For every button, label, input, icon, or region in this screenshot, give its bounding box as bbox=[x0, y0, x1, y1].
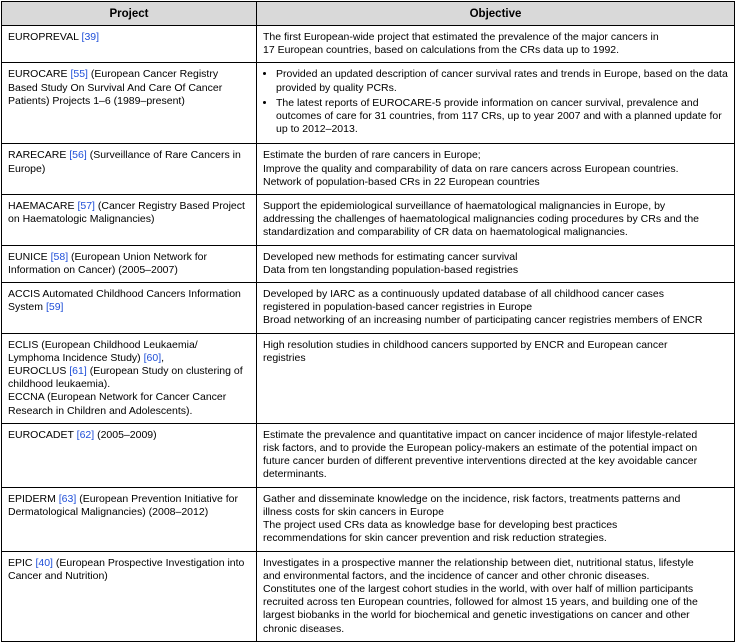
objective-line: Broad networking of an increasing number of participating cancer registries members of ENCR bbox=[263, 314, 703, 327]
cell-objective bbox=[257, 551, 735, 641]
column-header-objective: Objective bbox=[257, 2, 735, 26]
objective-bullet: • The latest reports of EUROCARE-5 provide information on cancer survival, prevalence and outcomes of care for 31 countries, from 117 CRs, up to year 2007 and with a planned update for up to 2012–2013. bbox=[276, 97, 728, 137]
cell-project bbox=[2, 63, 257, 144]
table-row bbox=[2, 63, 735, 144]
project-name: EUROPREVAL bbox=[8, 31, 82, 43]
project-extra-pre: ECCNA (European Network for Cancer Cancer Research in Children and Adolescents). bbox=[8, 391, 227, 417]
cell-project bbox=[2, 245, 257, 282]
table-row bbox=[2, 144, 735, 195]
objective-line: determinants. bbox=[263, 468, 327, 481]
objective-bullet: • Provided an updated description of cancer survival rates and trends in Europe, based on the data provided by quality PCRs. bbox=[276, 68, 728, 94]
project-name: EUNICE bbox=[8, 250, 51, 263]
cell-objective bbox=[257, 144, 735, 195]
project-name-suffix: (Surveillance of Rare Cancers in Europe) bbox=[8, 149, 241, 175]
project-name: ECLIS (European Childhood Leukaemia/ Lymphoma Incidence Study) bbox=[8, 338, 198, 364]
project-name-suffix: (European Prospective Investigation into Cancer and Nutrition) bbox=[8, 556, 245, 582]
reference-link[interactable]: [63] bbox=[58, 492, 77, 505]
table-header-row bbox=[2, 2, 735, 26]
objective-line: and environmental factors, and the incidence of cancer and other chronic diseases. bbox=[263, 569, 650, 582]
reference-link[interactable]: [40] bbox=[35, 556, 53, 569]
projects-table bbox=[1, 1, 735, 642]
objective-line: Developed by IARC as a continuously updated database of all childhood cancer cases bbox=[263, 288, 665, 301]
reference-link[interactable]: [61] bbox=[69, 365, 87, 378]
objective-line: chronic diseases. bbox=[263, 622, 345, 635]
cell-objective bbox=[257, 195, 735, 246]
cell-project bbox=[2, 26, 257, 63]
project-extra-post: (European Study on clustering of childhood leukaemia). bbox=[8, 365, 243, 391]
cell-project bbox=[2, 144, 257, 195]
reference-link[interactable]: [58] bbox=[50, 250, 69, 263]
objective-line: Developed new methods for estimating cancer survival bbox=[263, 250, 518, 263]
objective-line: registered in population-based cancer registries in Europe bbox=[263, 301, 533, 314]
objective-line: recommendations for skin cancer prevention and risk reduction strategies. bbox=[263, 532, 607, 545]
project-name: EUROCARE bbox=[8, 68, 71, 81]
cell-project bbox=[2, 195, 257, 246]
objective-line: Gather and disseminate knowledge on the incidence, risk factors, treatments patterns and bbox=[263, 492, 681, 505]
project-name: EUROCADET bbox=[8, 428, 77, 441]
project-name-suffix: (European Cancer Registry Based Study On Survival And Care Of Cancer Patients) Projects 1–6 (1989–present) bbox=[8, 68, 223, 107]
objective-line: Estimate the prevalence and quantitative impact on cancer incidence of major lifestyle-related bbox=[263, 428, 698, 441]
cell-project bbox=[2, 423, 257, 487]
reference-link[interactable]: [62] bbox=[76, 428, 95, 441]
cell-project bbox=[2, 487, 257, 551]
objective-line: The project used CRs data as knowledge base for developing best practices bbox=[263, 519, 618, 532]
project-name-suffix: (2005–2009) bbox=[94, 428, 157, 441]
project-name-suffix: (Cancer Registry Based Project on Haematologic Malignancies) bbox=[8, 200, 245, 226]
table-row bbox=[2, 195, 735, 246]
objective-line: Improve the quality and comparability of data on rare cancers across European countries. bbox=[263, 162, 679, 175]
objective-line: Investigates in a prospective manner the relationship between diet, nutritional status, lifestyle bbox=[263, 556, 694, 569]
cell-project bbox=[2, 551, 257, 641]
reference-link[interactable]: [57] bbox=[77, 200, 95, 213]
project-name-extra bbox=[8, 391, 250, 417]
project-name-suffix: (European Prevention Initiative for Dermatological Malignancies) (2008–2012) bbox=[8, 492, 238, 518]
reference-link[interactable]: [59] bbox=[45, 301, 64, 314]
project-name: EPIC bbox=[8, 556, 36, 569]
table-row bbox=[2, 423, 735, 487]
objective-line: Data from ten longstanding population-based registries bbox=[263, 263, 519, 276]
objective-line: registries bbox=[263, 351, 306, 364]
table-row bbox=[2, 26, 735, 63]
objective-line: 17 European countries, based on calculations from the CRs data up to 1992. bbox=[263, 44, 620, 57]
reference-link[interactable]: [56] bbox=[69, 149, 87, 162]
table-row bbox=[2, 551, 735, 641]
reference-link[interactable]: [55] bbox=[70, 68, 88, 81]
project-name: RARECARE bbox=[8, 149, 70, 162]
table-header bbox=[2, 2, 735, 26]
objective-line: addressing the challenges of haematological malignancies coding procedures by CRs and the bbox=[263, 213, 700, 226]
column-header-project: Project bbox=[2, 2, 257, 26]
project-name-extra bbox=[8, 365, 250, 391]
project-name: EPIDERM bbox=[8, 492, 59, 505]
objective-line: Constitutes one of the largest cohort studies in the world, with over half of million participants bbox=[263, 582, 694, 595]
cell-project bbox=[2, 283, 257, 334]
reference-link[interactable]: [39] bbox=[81, 31, 100, 43]
cell-objective bbox=[257, 487, 735, 551]
table-row bbox=[2, 487, 735, 551]
objective-line: High resolution studies in childhood cancers supported by ENCR and European cancer bbox=[263, 338, 668, 351]
objective-line: Estimate the burden of rare cancers in Europe; bbox=[263, 149, 481, 162]
cell-objective bbox=[257, 283, 735, 334]
cell-objective bbox=[257, 423, 735, 487]
objective-line: largest biobanks in the world for biochemical and genetic investigations on cancer and other bbox=[263, 609, 690, 622]
objective-bullet-list bbox=[263, 68, 728, 136]
cell-objective bbox=[257, 333, 735, 423]
project-extra-pre: EUROCLUS bbox=[8, 365, 70, 378]
project-name: HAEMACARE bbox=[8, 200, 78, 213]
objective-line: recruited across ten European countries, followed for almost 15 years, and building one of the bbox=[263, 596, 698, 609]
project-name: ACCIS Automated Childhood Cancers Information System bbox=[8, 288, 241, 314]
objective-line: risk factors, and to provide the European policy-makers an estimate of the potential impact on bbox=[263, 442, 698, 455]
cell-objective bbox=[257, 63, 735, 144]
table-row bbox=[2, 333, 735, 423]
project-name-suffix: (European Union Network for Information on Cancer) (2005–2007) bbox=[8, 250, 208, 276]
objective-line: illness costs for skin cancers in Europe bbox=[263, 505, 444, 518]
cell-objective bbox=[257, 26, 735, 63]
objective-line: Network of population-based CRs in 22 European countries bbox=[263, 175, 540, 188]
objective-line: Support the epidemiological surveillance of haematological malignancies in Europe, by bbox=[263, 200, 666, 213]
project-name-suffix: , bbox=[161, 351, 165, 364]
table-body bbox=[2, 26, 735, 642]
objective-line: standardization and comparability of CR data on haematological malignancies. bbox=[263, 226, 628, 239]
table-row bbox=[2, 245, 735, 282]
cell-project bbox=[2, 333, 257, 423]
objective-line: The first European-wide project that estimated the prevalence of the major cancers in bbox=[263, 31, 659, 43]
reference-link[interactable]: [60] bbox=[143, 351, 162, 364]
objective-line: future cancer burden of different preventive interventions directed at the key avoidable cancer bbox=[263, 455, 698, 468]
cell-objective bbox=[257, 245, 735, 282]
table-row bbox=[2, 283, 735, 334]
